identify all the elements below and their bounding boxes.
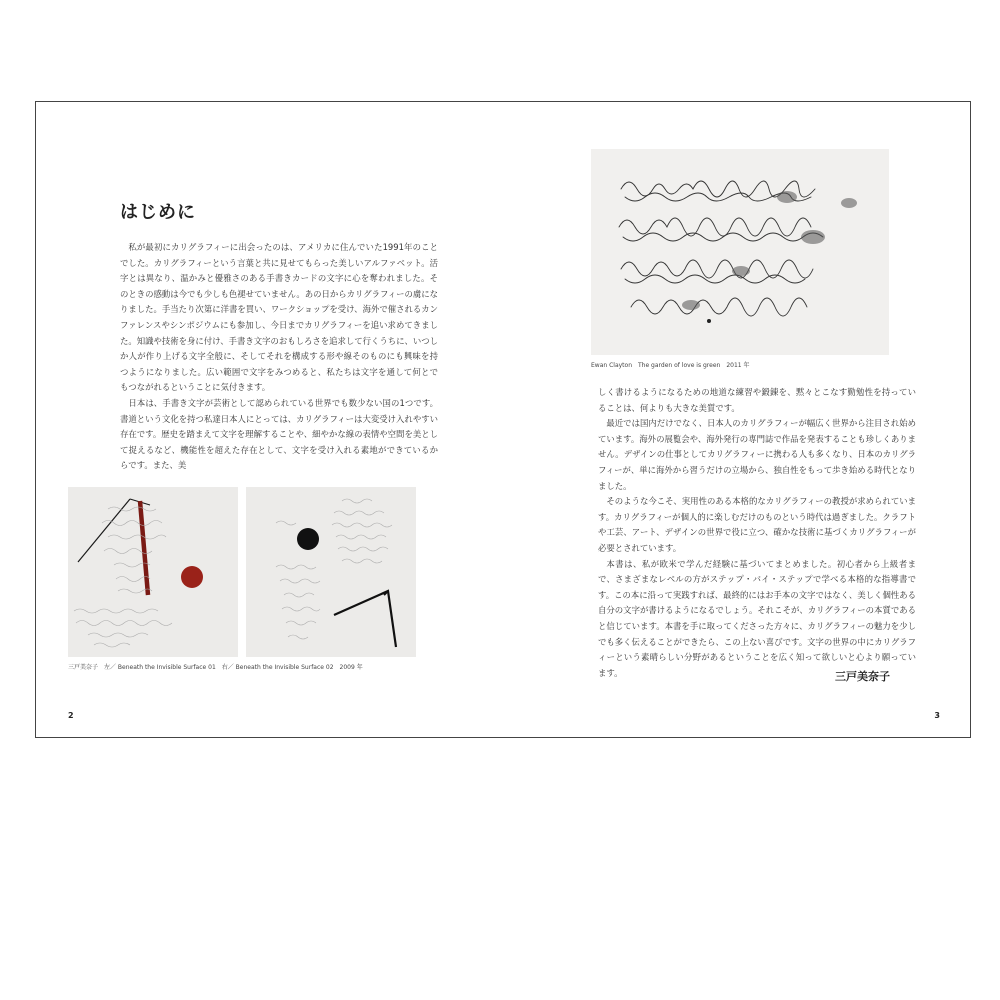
page-number: 3 bbox=[934, 711, 940, 720]
paragraph: 私が最初にカリグラフィーに出会ったのは、アメリカに住んでいた1991年のことでした。カリグラフィーという言葉と共に見せてもらった美しいアルファベット。活字とは異なり、温かみと優雅さのある手書きカードの文字に心を奪われました。そのときの感動は今でも少しも色褪せていません。あの日からカリグラフィーの虜になりました。手当たり次第に洋書を買い、ワークショップを受け、海外で催されるカンファレンスやシンポジウムにも参加し、今日までカリグラフィーを追い求めてきました。知識や技術を身に付け、手書き文字のおもしろさを追求して行くうちに、いつしか人が作り上げる文字全般に、そしてそれを構成する形や線そのものにも興味を持つようになりました。広い範囲で文字をみつめると、私たちは文字を通して何とでもつながれるということに気付きます。 bbox=[120, 242, 438, 393]
right-body-text bbox=[598, 385, 916, 681]
page-number: 2 bbox=[68, 711, 74, 720]
paragraph: 日本は、手書き文字が芸術として認められている世界でも数少ない国の1つです。書道という文化を持つ私達日本人にとっては、カリグラフィーは大変受け入れやすい存在です。歴史を踏まえて文字を理解することや、細やかな線の表情や空間を美として捉えるなど、機能性を超えた存在として、文字を受け入れる素地ができているからです。また、美 bbox=[120, 397, 438, 471]
artwork-beneath-01 bbox=[68, 487, 238, 657]
artwork-beneath-02 bbox=[246, 487, 416, 657]
artwork-caption: Ewan Clayton The garden of love is green 2011 年 bbox=[591, 362, 750, 369]
page-heading: はじめに bbox=[120, 202, 196, 223]
paragraph: そのような今こそ、実用性のある本格的なカリグラフィーの教授が求められています。カリグラフィーが個人的に楽しむだけのものという時代は過ぎました。クラフトや工芸、アート、デザインの世界で役に立つ、確かな技術に基づくカリグラフィーが必要とされています。 bbox=[598, 496, 916, 553]
right-page bbox=[504, 102, 972, 737]
calligraphy-artwork-image bbox=[591, 149, 889, 355]
author-signature: 三戸美奈子 bbox=[835, 670, 890, 683]
paragraph: 本書は、私が欧米で学んだ経験に基づいてまとめました。初心者から上級者まで、さまざまなレベルの方がステップ・バイ・ステップで学べる本格的な指導書です。この本に沿って実践すれば、最終的にはお手本の文字ではなく、美しく個性ある自分の文字が書けるようになるでしょう。それこそが、カリグラフィーの本質であると信じています。本書を手に取ってくださった方々に、カリグラフィーの魅力を少しでも多く伝えることができたら、この上ない喜びです。文字の世界の中にカリグラフィーという素晴らしい分野があるということを広く知って欲しいと心より願っています。 bbox=[598, 558, 916, 678]
calligraphy-artwork-image bbox=[246, 487, 416, 657]
paragraph: しく書けるようになるための地道な練習や鍛錬を、黙々とこなす勤勉性を持っていることは、何よりも大きな美質です。 bbox=[598, 387, 916, 413]
artwork-caption: 三戸美奈子 左／ Beneath the Invisible Surface 01 右／ Beneath the Invisible Surface 02 2009 年 bbox=[68, 664, 363, 671]
left-page bbox=[36, 102, 504, 737]
left-body-text bbox=[120, 240, 438, 474]
artwork-garden-of-love bbox=[591, 149, 889, 355]
book-spread bbox=[35, 101, 971, 738]
calligraphy-artwork-image bbox=[68, 487, 238, 657]
paragraph: 最近では国内だけでなく、日本人のカリグラフィーが幅広く世界から注目され始めています。海外の展覧会や、海外発行の専門誌で作品を発表することも珍しくありません。デザインの仕事としてカリグラフィーに携わる人も多くなり、日本のカリグラフィーが、単に海外から習うだけの立場から、独自性をもって歩き始める時代となりました。 bbox=[598, 418, 916, 491]
